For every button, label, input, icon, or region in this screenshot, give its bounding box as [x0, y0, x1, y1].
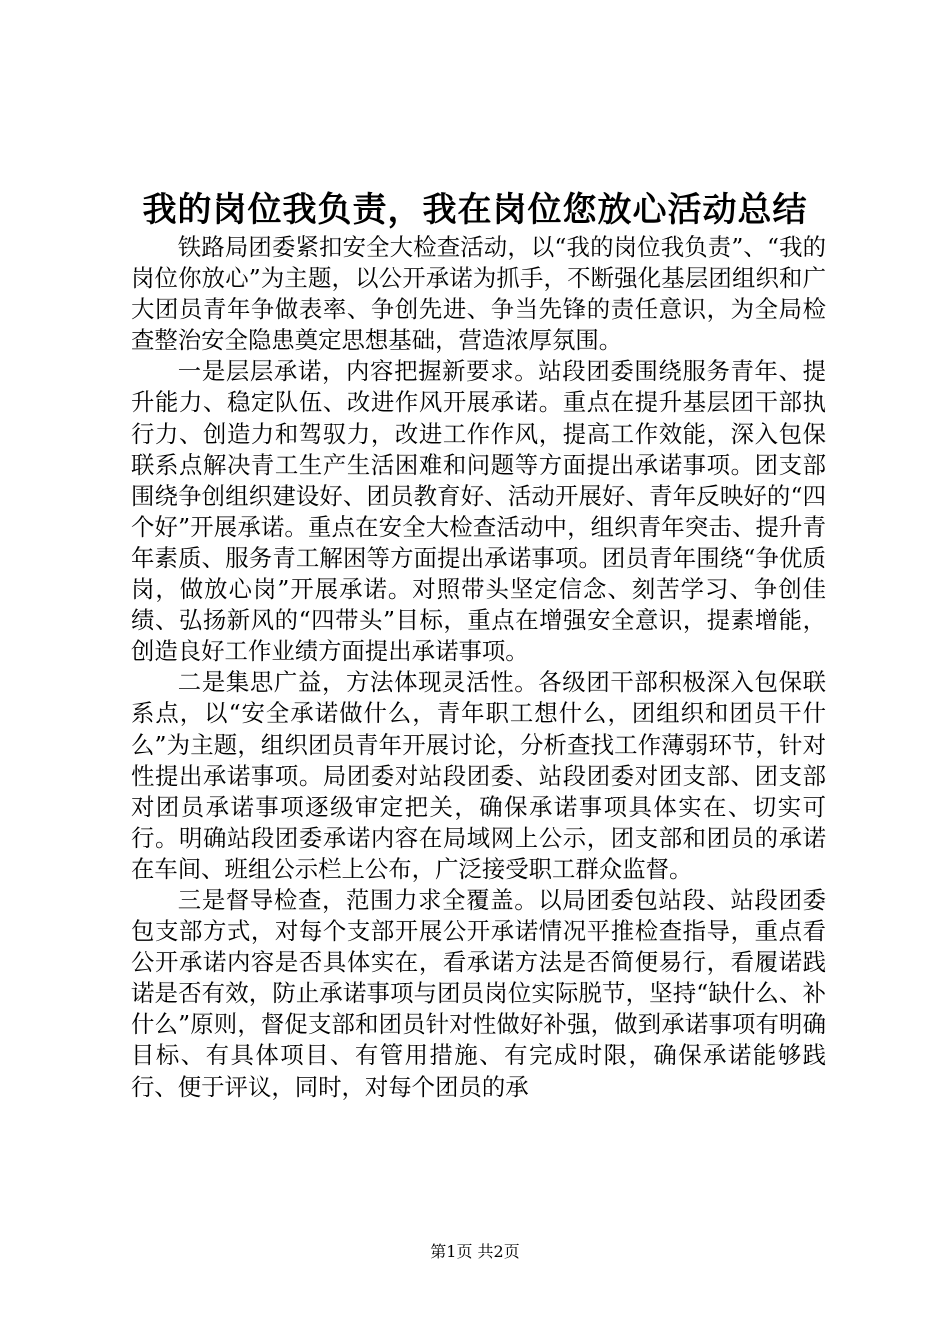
- paragraph-supervision: 三是督导检查，范围力求全覆盖。以局团委包站段、站段团委包支部方式，对每个支部开展公开承诺情况平推检查指导，重点看公开承诺内容是否具体实在，看承诺方法是否简便易行，看履诺践诺是否有效，防止承诺事项与团员岗位实际脱节，坚持“缺什么、补什么”原则，督促支部和团员针对性做好补强，做到承诺事项有明确目标、有具体项目、有管用措施、有完成时限，确保承诺能够践行、便于评议，同时，对每个团员的承: [131, 885, 826, 1101]
- paragraph-intro: 铁路局团委紧扣安全大检查活动，以“我的岗位我负责”、“我的岗位你放心”为主题，以公开承诺为抓手，不断强化基层团组织和广大团员青年争做表率、争创先进、争当先锋的责任意识，为全局检查整治安全隐患奠定思想基础，营造浓厚氛围。: [131, 233, 826, 355]
- page-number-footer: 第1页 共2页: [430, 1242, 520, 1261]
- document-title: 我的岗位我负责，我在岗位您放心活动总结: [142, 190, 808, 230]
- document-body: [131, 232, 826, 1103]
- paragraph-layered-commitment: 一是层层承诺，内容把握新要求。站段团委围绕服务青年、提升能力、稳定队伍、改进作风开展承诺。重点在提升基层团干部执行力、创造力和驾驭力，改进工作作风，提高工作效能，深入包保联系点解决青工生产生活困难和问题等方面提出承诺事项。团支部围绕争创组织建设好、团员教育好、活动开展好、青年反映好的“四个好”开展承诺。重点在安全大检查活动中，组织青年突击、提升青年素质、服务青工解困等方面提出承诺事项。团员青年围绕“争优质岗，做放心岗”开展承诺。对照带头坚定信念、刻苦学习、争创佳绩、弘扬新风的“四带头”目标，重点在增强安全意识，提素增能，创造良好工作业绩方面提出承诺事项。: [131, 357, 826, 666]
- paragraph-brainstorm: 二是集思广益，方法体现灵活性。各级团干部积极深入包保联系点，以“安全承诺做什么，青年职工想什么，团组织和团员干什么”为主题，组织团员青年开展讨论，分析查找工作薄弱环节，针对性提出承诺事项。局团委对站段团委、站段团委对团支部、团支部对团员承诺事项逐级审定把关，确保承诺事项具体实在、切实可行。明确站段团委承诺内容在局域网上公示，团支部和团员的承诺在车间、班组公示栏上公布，广泛接受职工群众监督。: [131, 668, 826, 883]
